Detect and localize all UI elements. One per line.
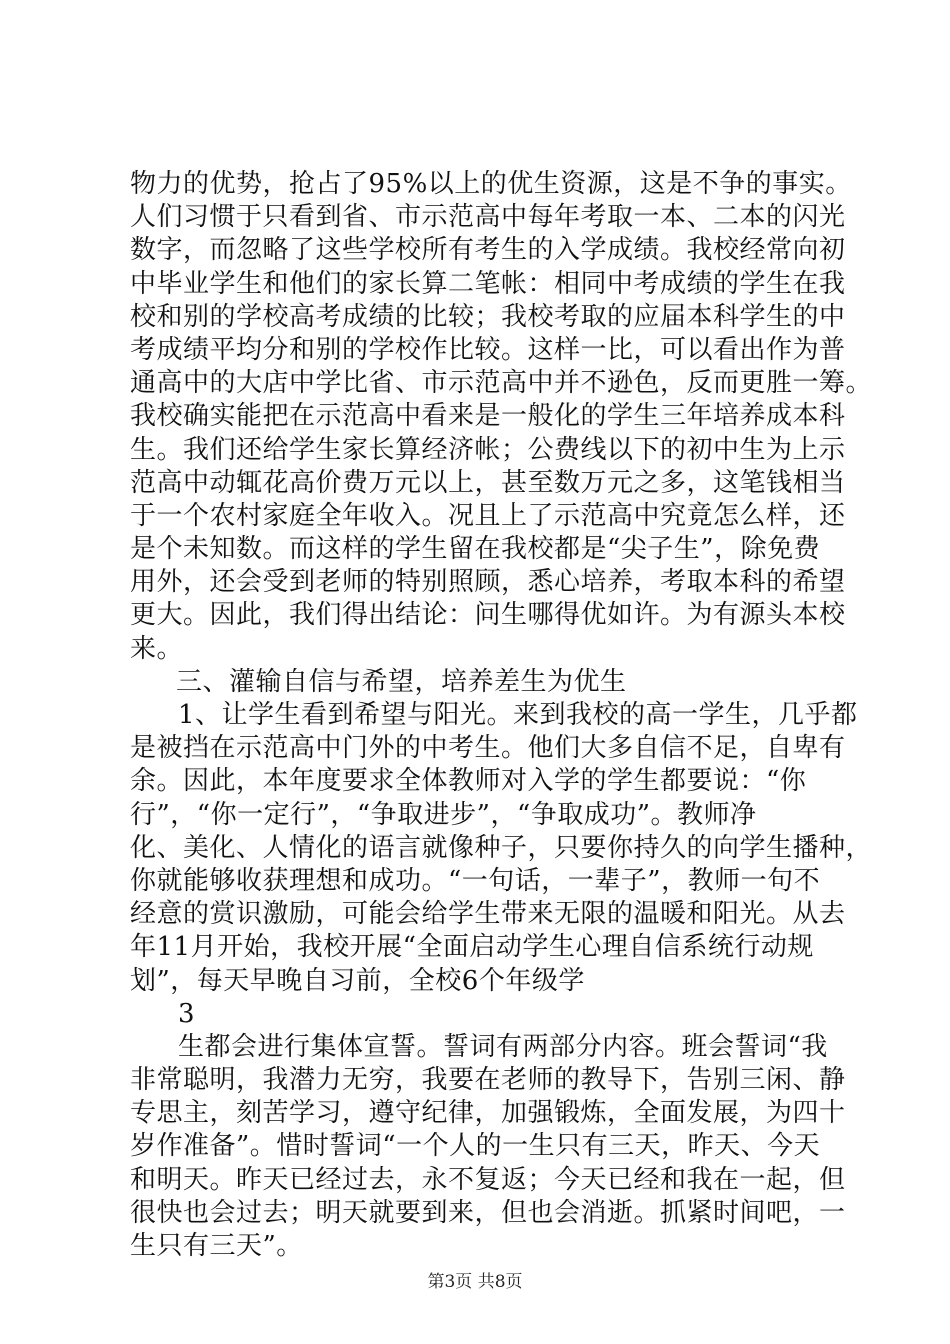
text-line: 来。 xyxy=(130,633,184,664)
text-line: 是被挡在示范高中门外的中考生。他们大多自信不足，自卑有 xyxy=(130,733,846,764)
body-text-upper xyxy=(130,168,873,1263)
text-line: 生都会进行集体宣誓。誓词有两部分内容。班会誓词“我 xyxy=(178,1031,828,1062)
text-line: 校和别的学校高考成绩的比较；我校考取的应届本科学生的中 xyxy=(130,301,846,332)
text-line: 考成绩平均分和别的学校作比较。这样一比，可以看出作为普 xyxy=(130,334,846,365)
text-line: 数字，而忽略了这些学校所有考生的入学成绩。我校经常向初 xyxy=(130,235,846,266)
text-line: 我校确实能把在示范高中看来是一般化的学生三年培养成本科 xyxy=(130,401,846,432)
text-line: 岁作准备”。惜时誓词“一个人的一生只有三天，昨天、今天 xyxy=(130,1131,821,1162)
page-marker: 3 xyxy=(178,998,196,1029)
text-line: 人们习惯于只看到省、市示范高中每年考取一本、二本的闪光 xyxy=(130,202,846,233)
text-line: 划”，每天早晚自习前，全校6个年级学 xyxy=(130,965,585,996)
text-line: 物力的优势，抢占了95%以上的优生资源，这是不争的事实。 xyxy=(130,169,852,199)
text-line: 年11月开始，我校开展“全面启动学生心理自信系统行动规 xyxy=(130,932,814,963)
text-line: 专思主，刻苦学习，遵守纪律，加强锻炼，全面发展，为四十 xyxy=(130,1098,846,1129)
text-line: 化、美化、人情化的语言就像种子，只要你持久的向学生播种， xyxy=(130,832,873,863)
text-line: 1、让学生看到希望与阳光。来到我校的高一学生，几乎都 xyxy=(178,700,858,730)
text-line: 于一个农村家庭全年收入。况且上了示范高中究竟怎么样，还 xyxy=(130,500,846,531)
text-line: 是个未知数。而这样的学生留在我校都是“尖子生”，除免费 xyxy=(130,534,821,565)
text-line: 非常聪明，我潜力无穷，我要在老师的教导下，告别三闲、静 xyxy=(130,1065,846,1096)
text-line: 更大。因此，我们得出结论：问生哪得优如许。为有源头本校 xyxy=(130,600,846,631)
text-line: 中毕业学生和他们的家长算二笔帐：相同中考成绩的学生在我 xyxy=(130,268,846,299)
text-line: 和明天。昨天已经过去，永不复返；今天已经和我在一起，但 xyxy=(130,1164,846,1195)
text-line: 经意的赏识激励，可能会给学生带来无限的温暖和阳光。从去 xyxy=(130,899,846,930)
text-line: 你就能够收获理想和成功。“一句话，一辈子”，教师一句不 xyxy=(130,865,821,896)
text-line: 余。因此，本年度要求全体教师对入学的学生都要说：“你 xyxy=(130,766,807,797)
text-line: 行”，“你一定行”，“争取进步”，“争取成功”。教师净 xyxy=(130,799,757,830)
text-line: 用外，还会受到老师的特别照顾，悉心培养，考取本科的希望 xyxy=(130,567,846,598)
text-line: 很快也会过去；明天就要到来，但也会消逝。抓紧时间吧，一 xyxy=(130,1197,846,1228)
text-line: 范高中动辄花高价费万元以上，甚至数万元之多，这笔钱相当 xyxy=(130,467,846,498)
section-heading: 三、灌输自信与希望，培养差生为优生 xyxy=(176,666,627,697)
text-line: 生。我们还给学生家长算经济帐；公费线以下的初中生为上示 xyxy=(130,434,846,465)
page-footer: 第3页 共8页 xyxy=(427,1272,523,1292)
text-line: 生只有三天”。 xyxy=(130,1231,303,1261)
text-line: 通高中的大店中学比省、市示范高中并不逊色，反而更胜一筹。 xyxy=(130,368,873,399)
